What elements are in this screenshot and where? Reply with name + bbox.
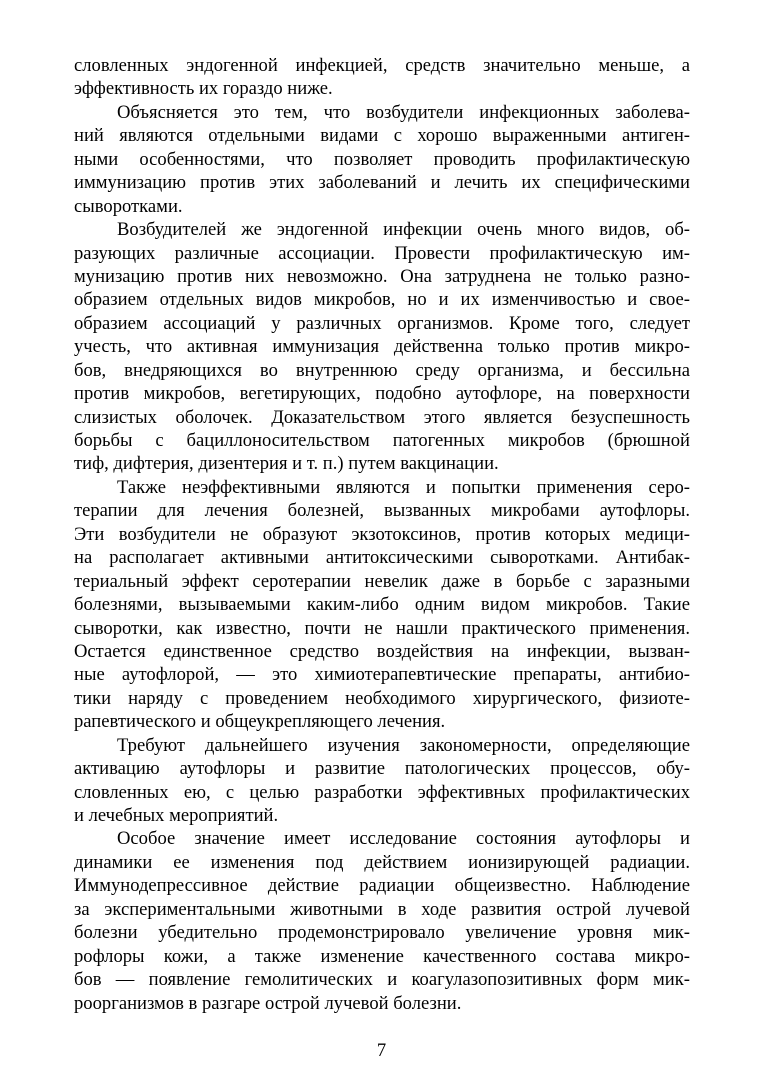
text-line: тики наряду с проведением необходимого хирургического, физиоте- (74, 687, 690, 709)
text-line: сыворотками. (74, 195, 183, 217)
text-line: мунизацию против них невозможно. Она затруднена не только разно- (74, 265, 690, 287)
text-line: разующих различные ассоциации. Провести профилактическую им- (74, 242, 690, 264)
text-line: динамики ее изменения под действием ионизирующей радиации. (74, 851, 690, 873)
text-line: тиф, дифтерия, дизентерия и т. п.) путем вакцинации. (74, 453, 499, 475)
text-line: ний являются отдельными видами с хорошо выраженными антиген- (74, 125, 690, 147)
text-line: бов, внедряющихся во внутреннюю среду организма, и бессильна (74, 359, 690, 381)
text-line: за экспериментальными животными в ходе развития острой лучевой (74, 898, 690, 920)
text-line: слизистых оболочек. Доказательством этого является безуспешность (74, 406, 690, 428)
text-line: образием ассоциаций у различных организмов. Кроме того, следует (74, 312, 690, 334)
text-line: ными особенностями, что позволяет проводить профилактическую (74, 148, 690, 170)
text-line: роорганизмов в разгаре острой лучевой болезни. (74, 992, 462, 1014)
text-line: Остается единственное средство воздействия на инфекции, вызван- (74, 640, 690, 662)
text-line: ные аутофлорой, — это химиотерапевтические препараты, антибио- (74, 664, 690, 686)
text-line: и лечебных мероприятий. (74, 805, 279, 826)
text-line: териальный эффект серотерапии невелик даже в борьбе с заразными (74, 570, 690, 592)
text-line: Также неэффективными являются и попытки применения серо- (117, 476, 690, 498)
document-body (74, 54, 690, 1015)
text-line: эффективность их гораздо ниже. (74, 78, 333, 100)
text-line: рофлоры кожи, а также изменение качественного состава микро- (74, 945, 690, 967)
page-number: 7 (376, 1040, 387, 1061)
paragraph (74, 101, 690, 218)
paragraph (74, 734, 690, 828)
paragraph (74, 827, 690, 1015)
paragraph (74, 476, 690, 734)
text-line: Требуют дальнейшего изучения закономерности, определяющие (117, 734, 690, 756)
text-line: на располагает активными антитоксическими сыворотками. Антибак- (74, 547, 690, 569)
text-line: против микробов, вегетирующих, подобно аутофлоре, на поверхности (74, 383, 690, 405)
text-line: словленных эндогенной инфекцией, средств значительно меньше, а (74, 55, 690, 76)
text-line: терапии для лечения болезней, вызванных микробами аутофлоры. (74, 500, 690, 522)
paragraph (74, 218, 690, 476)
text-line: борьбы с бациллоносительством патогенных микробов (брюшной (74, 430, 690, 451)
text-line: рапевтического и общеукрепляющего лечения. (74, 711, 446, 733)
text-line: образием отдельных видов микробов, но и их изменчивостью и свое- (74, 289, 690, 311)
text-line: болезни убедительно продемонстрировало увеличение уровня мик- (74, 922, 690, 944)
text-line: учесть, что активная иммунизация действенна только против микро- (74, 336, 690, 358)
text-line: Иммунодепрессивное действие радиации общеизвестно. Наблюдение (74, 875, 690, 897)
text-line: словленных ею, с целью разработки эффективных профилактических (74, 781, 690, 803)
text-line: сыворотки, как известно, почти не нашли практического применения. (74, 617, 690, 639)
text-line: Эти возбудители не образуют экзотоксинов, против которых медици- (74, 523, 690, 545)
text-line: болезнями, вызываемыми каким-либо одним видом микробов. Такие (74, 594, 690, 616)
text-line: Возбудителей же эндогенной инфекции очень много видов, об- (117, 219, 690, 241)
text-line: иммунизацию против этих заболеваний и лечить их специфическими (74, 172, 690, 194)
text-line: Особое значение имеет исследование состояния аутофлоры и (117, 828, 690, 850)
text-line: активацию аутофлоры и развитие патологических процессов, обу- (74, 758, 690, 780)
paragraph (74, 54, 690, 101)
text-line: Объясняется это тем, что возбудители инфекционных заболева- (117, 101, 690, 123)
text-line: бов — появление гемолитических и коагулазопозитивных форм мик- (74, 969, 690, 991)
